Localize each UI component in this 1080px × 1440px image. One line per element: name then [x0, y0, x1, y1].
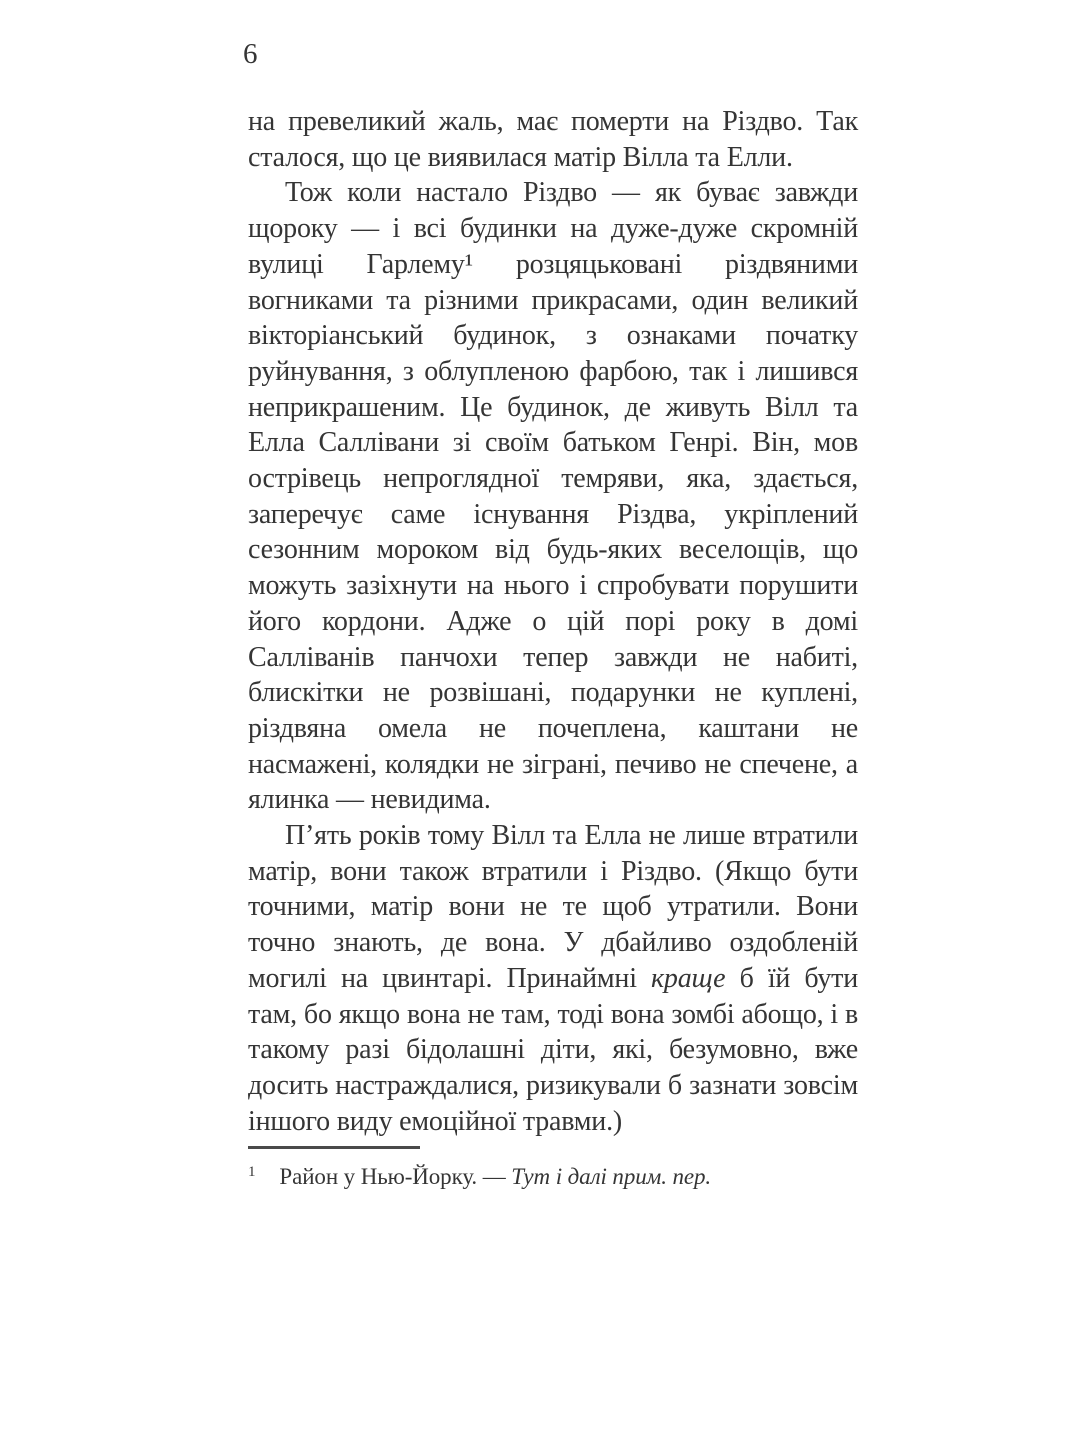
text-run: П’ять років тому Вілл та Елла не лише втратили матір, вони також втратили і Різдво. (Якщо бути точними, матір вони не те щоб утратили. Вони точно знають, де вона. У дбайливо оздобленій могилі на цвинтарі. Принаймні [248, 820, 858, 994]
text-run: Тож коли настало Різдво — як буває завжди щороку — і всі будинки на дуже-дуже скромній вулиці Гарлему¹ розцяцьковані різдвяними вогниками та різними прикрасами, один великий вікторіанський будинок, з ознаками початку руйнування, з облупленою фарбою, так і лишився неприкрашеним. Це будинок, де живуть Вілл та Елла Саллівани зі своїм батьком Генрі. Він, мов острівець непроглядної темряви, яка, здається, заперечує саме існування Різдва, укріплений сезонним мороком від будь-яких веселощів, що можуть зазіхнути на нього і спробувати порушити його кордони. Адже о цій порі року в домі Салліванів панчохи тепер завжди не набиті, блискітки не розвішані, подарунки не куплені, різдвяна омела не почеплена, каштани не насмажені, колядки не зіграні, печиво не спечене, а ялинка — невидима. [248, 177, 858, 816]
text-run: на превеликий жаль, має померти на Різдво. Так сталося, що це виявилася матір Вілла та Елли. [248, 106, 858, 173]
footnote-body [279, 1164, 711, 1189]
italic-text-run: Тут і далі прим. пер. [511, 1164, 712, 1189]
paragraph [248, 175, 858, 818]
italic-text-run: краще [651, 962, 726, 994]
page-number: 6 [243, 38, 258, 70]
paragraph [248, 104, 858, 175]
text-run: б їй бути там, бо якщо вона не там, тоді вона зомбі абощо, і в такому разі бідолашні діти, які, безумовно, вже досить настраждалися, ризикували б зазнати зовсім іншого виду емоційної травми.) [248, 962, 858, 1137]
footnote-text [248, 1162, 858, 1195]
footnote-marker: 1 [248, 1164, 256, 1180]
footnote [248, 1146, 858, 1195]
page-text [248, 104, 858, 1139]
footnote-separator [248, 1146, 420, 1149]
paragraph [248, 818, 858, 1139]
text-run: Район у Нью-Йорку. — [279, 1164, 512, 1189]
